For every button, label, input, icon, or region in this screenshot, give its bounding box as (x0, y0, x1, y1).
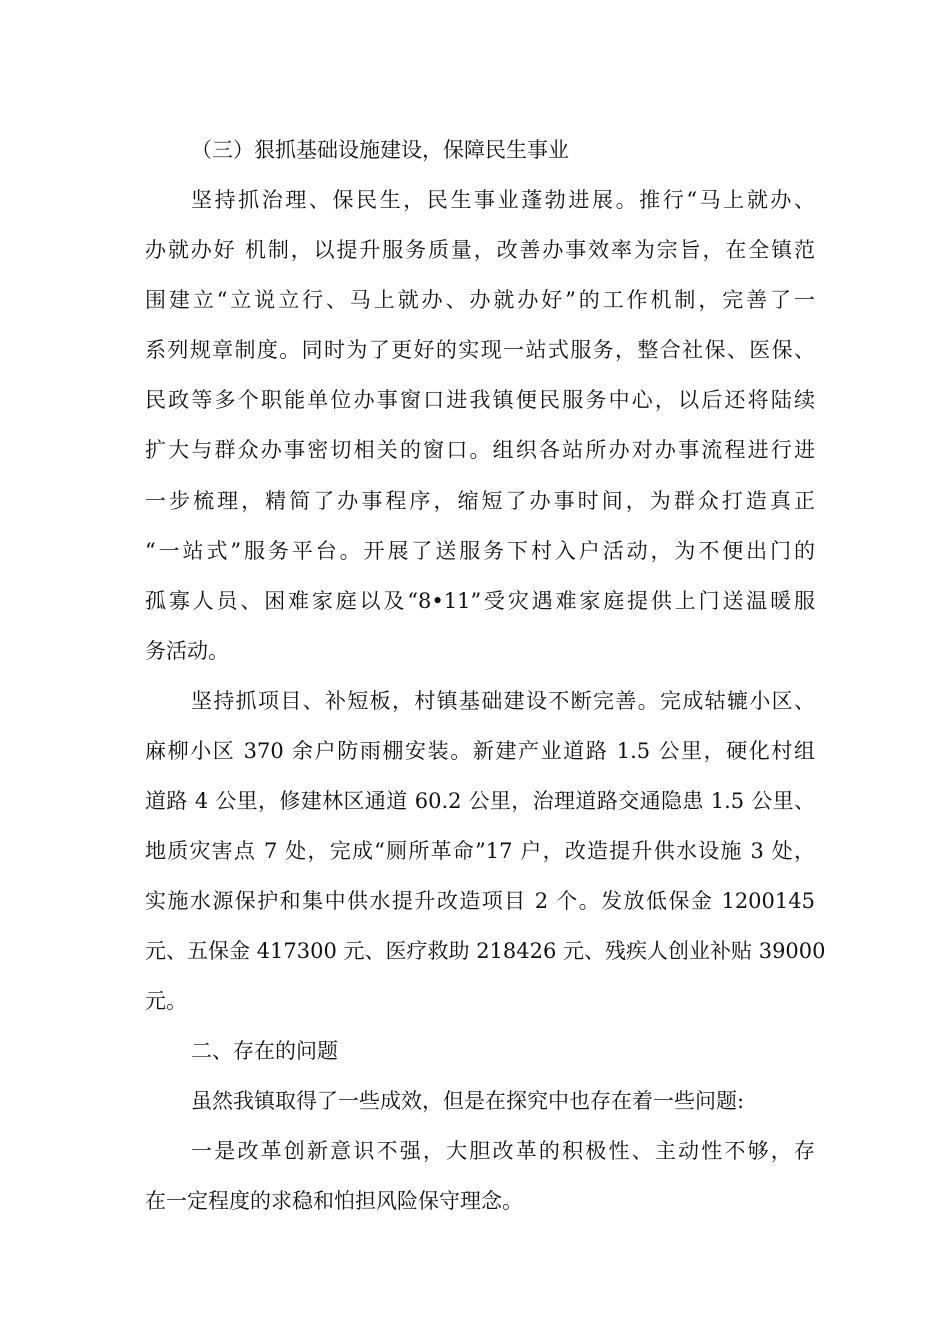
paragraph-line: 地质灾害点 7 处，完成“厕所革命”17 户，改造提升供水设施 3 处， (145, 839, 815, 863)
section-heading: （三）狠抓基础设施建设，保障民生事业 (191, 138, 569, 162)
paragraph-line: 一是改革创新意识不强，大胆改革的积极性、主动性不够，存 (191, 1139, 815, 1163)
paragraph-line: 麻柳小区 370 余户防雨棚安装。新建产业道路 1.5 公里，硬化村组 (145, 739, 815, 763)
paragraph-line: 系列规章制度。同时为了更好的实现一站式服务，整合社保、医保、 (145, 338, 815, 362)
paragraph-line: 孤寡人员、困难家庭以及“8•11”受灾遇难家庭提供上门送温暖服 (145, 589, 815, 613)
paragraph-line: 务活动。 (145, 639, 229, 663)
paragraph-line: 道路 4 公里，修建林区通道 60.2 公里，治理道路交通隐患 1.5 公里、 (145, 789, 815, 813)
paragraph-line: 坚持抓治理、保民生，民生事业蓬勃进展。推行“马上就办、 (191, 188, 815, 212)
paragraph-line: 办就办好 机制，以提升服务质量，改善办事效率为宗旨，在全镇范 (145, 238, 815, 262)
paragraph-line: 元。 (145, 989, 187, 1013)
paragraph-line: 坚持抓项目、补短板，村镇基础建设不断完善。完成轱辘小区、 (191, 689, 815, 713)
paragraph-line: 围建立“立说立行、马上就办、办就办好”的工作机制，完善了一 (145, 288, 815, 312)
paragraph-line: 虽然我镇取得了一些成效，但是在探究中也存在着一些问题: (191, 1089, 745, 1113)
section-heading: 二、存在的问题 (191, 1039, 338, 1063)
paragraph-line: 民政等多个职能单位办事窗口进我镇便民服务中心，以后还将陆续 (145, 388, 815, 412)
paragraph-line: 在一定程度的求稳和怕担风险保守理念。 (145, 1189, 523, 1213)
paragraph-line: “一站式”服务平台。开展了送服务下村入户活动，为不便出门的 (145, 539, 815, 563)
paragraph-line: 元、五保金 417300 元、医疗救助 218426 元、残疾人创业补贴 39000 (145, 939, 826, 963)
paragraph-line: 扩大与群众办事密切相关的窗口。组织各站所办对办事流程进行进 (145, 438, 815, 462)
paragraph-line: 一步梳理，精简了办事程序，缩短了办事时间，为群众打造真正 (145, 489, 815, 513)
paragraph-line: 实施水源保护和集中供水提升改造项目 2 个。发放低保金 1200145 (145, 889, 815, 913)
